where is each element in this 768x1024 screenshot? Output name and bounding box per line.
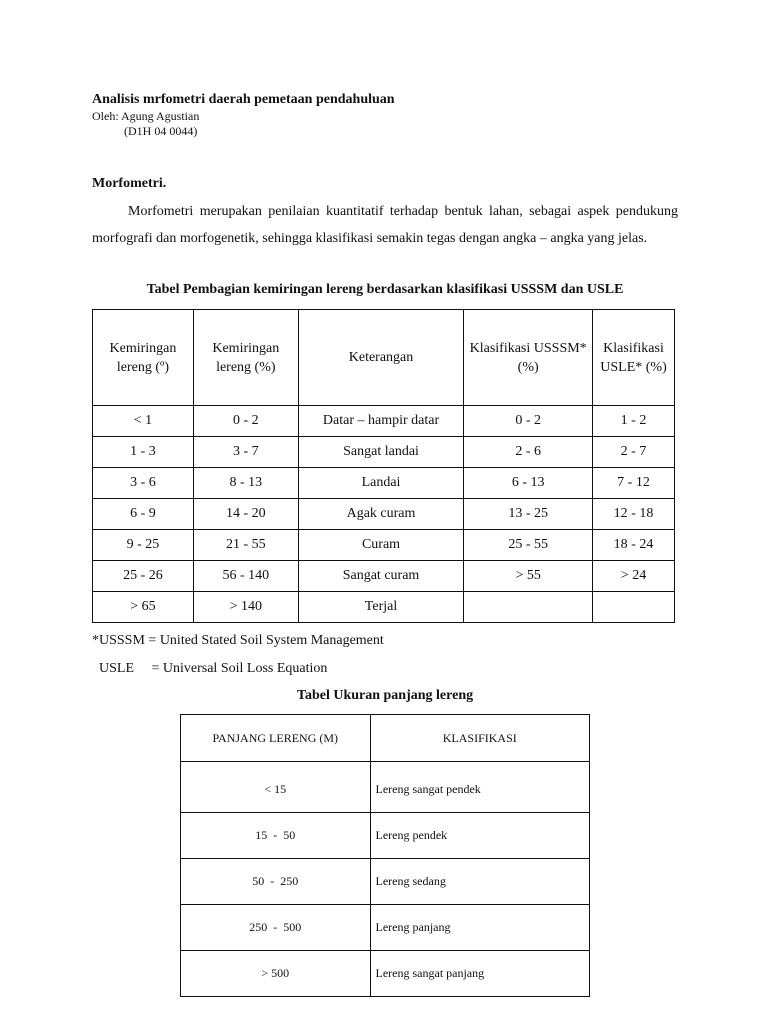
cell-slope-length: > 500: [181, 951, 371, 997]
header-slope-degree: Kemiringan lereng (º): [93, 310, 194, 406]
table-row: [93, 561, 675, 592]
cell-usle: 12 - 18: [593, 499, 675, 530]
table-row: [181, 951, 590, 997]
cell-usle: [593, 592, 675, 623]
slope-classification-table: [92, 309, 675, 623]
slope-length-table: [180, 714, 590, 997]
cell-slope-percent: 8 - 13: [193, 468, 298, 499]
cell-classification: Lereng panjang: [370, 905, 589, 951]
cell-classification: Lereng sedang: [370, 859, 589, 905]
header-usssm: Klasifikasi USSSM* (%): [464, 310, 593, 406]
table-row: [93, 530, 675, 561]
table2-caption: Tabel Ukuran panjang lereng: [296, 688, 474, 703]
cell-slope-percent: 56 - 140: [193, 561, 298, 592]
cell-classification: Lereng pendek: [370, 813, 589, 859]
cell-description: Terjal: [298, 592, 464, 623]
cell-usle: 1 - 2: [593, 406, 675, 437]
cell-usssm: 6 - 13: [464, 468, 593, 499]
table-header-row: [181, 715, 590, 762]
cell-slope-percent: 21 - 55: [193, 530, 298, 561]
student-id: (D1H 04 0044): [124, 124, 198, 138]
header-usle: Klasifikasi USLE* (%): [593, 310, 675, 406]
cell-slope-percent: 14 - 20: [193, 499, 298, 530]
cell-usle: > 24: [593, 561, 675, 592]
cell-usssm: > 55: [464, 561, 593, 592]
cell-usssm: 2 - 6: [464, 437, 593, 468]
cell-slope-degree: 3 - 6: [93, 468, 194, 499]
table-row: [93, 499, 675, 530]
cell-slope-degree: 1 - 3: [93, 437, 194, 468]
section-heading: Morfometri.: [92, 176, 167, 191]
cell-description: Agak curam: [298, 499, 464, 530]
table-row: [93, 592, 675, 623]
cell-description: Sangat landai: [298, 437, 464, 468]
cell-description: Datar – hampir datar: [298, 406, 464, 437]
cell-slope-degree: 25 - 26: [93, 561, 194, 592]
cell-slope-degree: < 1: [93, 406, 194, 437]
cell-slope-length: 50 - 250: [181, 859, 371, 905]
document-title: Analisis mrfometri daerah pemetaan pendahuluan: [92, 92, 395, 107]
cell-usle: 18 - 24: [593, 530, 675, 561]
author-line: Oleh: Agung Agustian: [92, 109, 200, 123]
header-slope-length: PANJANG LERENG (M): [181, 715, 371, 762]
cell-description: Sangat curam: [298, 561, 464, 592]
table-row: [93, 468, 675, 499]
cell-usssm: 0 - 2: [464, 406, 593, 437]
cell-classification: Lereng sangat pendek: [370, 762, 589, 813]
table-row: [181, 762, 590, 813]
header-description: Keterangan: [298, 310, 464, 406]
table-row: [181, 813, 590, 859]
cell-description: Curam: [298, 530, 464, 561]
table-row: [93, 437, 675, 468]
cell-slope-length: < 15: [181, 762, 371, 813]
cell-classification: Lereng sangat panjang: [370, 951, 589, 997]
cell-slope-percent: > 140: [193, 592, 298, 623]
table-row: [181, 859, 590, 905]
cell-usle: 7 - 12: [593, 468, 675, 499]
header-slope-percent: Kemiringan lereng (%): [193, 310, 298, 406]
cell-slope-degree: 6 - 9: [93, 499, 194, 530]
cell-usssm: 25 - 55: [464, 530, 593, 561]
cell-description: Landai: [298, 468, 464, 499]
cell-usssm: 13 - 25: [464, 499, 593, 530]
cell-usssm: [464, 592, 593, 623]
table1-caption: Tabel Pembagian kemiringan lereng berdasarkan klasifikasi USSSM dan USLE: [146, 282, 624, 297]
table-header-row: [93, 310, 675, 406]
cell-usle: 2 - 7: [593, 437, 675, 468]
note-usssm: *USSSM = United Stated Soil System Management: [92, 633, 384, 648]
note-usle: USLE = Universal Soil Loss Equation: [99, 661, 328, 676]
table-row: [93, 406, 675, 437]
cell-slope-degree: 9 - 25: [93, 530, 194, 561]
cell-slope-length: 15 - 50: [181, 813, 371, 859]
cell-slope-percent: 3 - 7: [193, 437, 298, 468]
cell-slope-percent: 0 - 2: [193, 406, 298, 437]
cell-slope-length: 250 - 500: [181, 905, 371, 951]
table-row: [181, 905, 590, 951]
cell-slope-degree: > 65: [93, 592, 194, 623]
header-classification: KLASIFIKASI: [370, 715, 589, 762]
intro-paragraph: Morfometri merupakan penilaian kuantitatif terhadap bentuk lahan, sebagai aspek pendukung morfografi dan morfogenetik, sehingga klasifikasi semakin tegas dengan angka – angka yang jelas.: [92, 204, 678, 246]
